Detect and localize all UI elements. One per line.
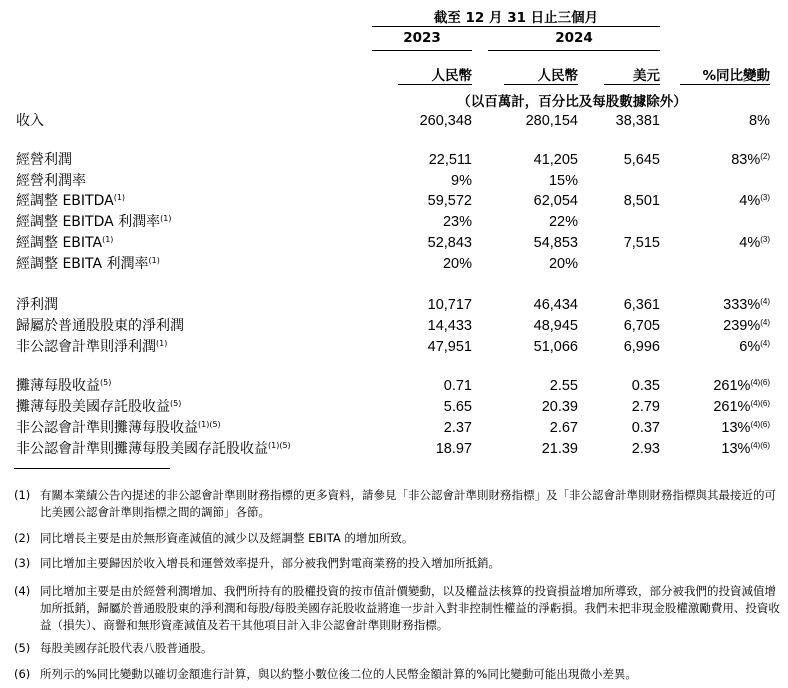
value-2024-rmb: [480, 418, 578, 438]
footnote-number: (4): [14, 584, 31, 598]
row-label-text: 經營利潤率: [16, 173, 86, 189]
value-2023-rmb: [372, 212, 472, 232]
yoy-change-text: 4%: [739, 235, 761, 251]
row-label: [16, 150, 72, 170]
col-rmb-2024-underline: [504, 84, 578, 85]
table-row: [0, 295, 788, 315]
value-2023-rmb-text: 52,843: [427, 235, 472, 251]
value-2024-rmb-text: 48,945: [533, 318, 578, 334]
yoy-change: [668, 191, 770, 211]
row-label-text: 經調整 EBITA: [16, 235, 103, 251]
footnote-ref: (2): [760, 152, 770, 161]
table-row: [0, 212, 788, 232]
row-label-text: 非公認會計準則淨利潤: [16, 339, 156, 355]
value-2023-rmb-text: 18.97: [435, 441, 472, 457]
yoy-change: [668, 397, 770, 417]
value-2024-rmb: [480, 233, 578, 253]
col-rmb-2023-header: 人民幣: [431, 68, 472, 84]
value-2024-usd: [588, 191, 660, 211]
value-2024-rmb: [480, 337, 578, 357]
value-2023-rmb: [372, 316, 472, 336]
row-label: [16, 397, 181, 417]
col-yoy-underline: [680, 84, 770, 85]
value-2024-usd-text: 5,645: [623, 152, 660, 168]
yoy-change: [668, 337, 770, 357]
value-2024-rmb-text: 2.67: [549, 420, 578, 436]
footnote-ref: (4)(6): [750, 378, 770, 387]
value-2023-rmb-text: 59,572: [427, 193, 472, 209]
footnote-ref: (3): [760, 235, 770, 244]
unit-note: （以百萬計，百分比及每股數據除外）: [457, 94, 687, 110]
table-row: [0, 418, 788, 438]
value-2024-rmb: [480, 111, 578, 131]
value-2024-usd: [588, 295, 660, 315]
value-2024-rmb-text: 41,205: [533, 152, 578, 168]
footnote-number: (1): [14, 488, 31, 502]
value-2024-usd-text: 2.93: [631, 441, 660, 457]
footnote-ref: (4)(6): [750, 420, 770, 429]
row-label-text: 經調整 EBITDA: [16, 193, 114, 209]
value-2023-rmb-text: 23%: [442, 214, 472, 230]
value-2023-rmb: [372, 233, 472, 253]
row-label-text: 攤薄每股美國存託股收益: [16, 399, 170, 415]
footnote-text: 所列示的%同比變動以確切金額進行計算，與以約整小數位後二位的人民幣金額計算的%同比變動可能出現微小差異。: [40, 667, 637, 681]
row-label: [16, 295, 58, 315]
footnote-text: 有關本業績公告內提述的非公認會計準則財務指標的更多資料，請參見「非公認會計準則財務指標」及「非公認會計準則財務指標與其最接近的可比美國公認會計準則指標之間的調節」各節。: [40, 488, 776, 519]
table-row: [0, 397, 788, 417]
value-2024-rmb-text: 21.39: [541, 441, 578, 457]
value-2024-usd-text: 38,381: [615, 113, 660, 129]
table-row: [0, 254, 788, 274]
value-2024-rmb: [480, 150, 578, 170]
value-2024-usd: [588, 150, 660, 170]
value-2024-usd: [588, 376, 660, 396]
row-label-text: 經調整 EBITDA 利潤率: [16, 214, 161, 230]
table-row: [0, 171, 788, 191]
value-2024-usd-text: 6,996: [623, 339, 660, 355]
value-2023-rmb-text: 5.65: [443, 399, 472, 415]
col-rmb-2024-header: 人民幣: [537, 68, 578, 84]
value-2024-rmb-text: 20%: [548, 256, 578, 272]
table-row: [0, 316, 788, 336]
value-2023-rmb: [372, 295, 472, 315]
value-2024-rmb: [480, 295, 578, 315]
footnote-ref: (4): [760, 339, 770, 348]
table-row: [0, 376, 788, 396]
yoy-change-text: 8%: [749, 113, 770, 129]
value-2024-rmb-text: 54,853: [533, 235, 578, 251]
value-2023-rmb: [372, 337, 472, 357]
col-rmb-2023-underline: [398, 84, 472, 85]
footnote-text: 同比增加主要歸因於收入增長和運營效率提升，部分被我們對電商業務的投入增加所抵銷。: [40, 556, 500, 570]
value-2024-usd: [588, 397, 660, 417]
table-row: [0, 111, 788, 131]
yoy-change-text: 261%: [713, 399, 751, 415]
row-label-text: 非公認會計準則攤薄每股美國存託股收益: [16, 441, 268, 457]
footnote-ref: (1): [113, 193, 126, 202]
value-2024-usd: [588, 316, 660, 336]
value-2023-rmb: [372, 150, 472, 170]
row-label: [16, 337, 167, 357]
yoy-change: [668, 439, 770, 459]
row-label: [16, 254, 160, 274]
footnote-ref: (1): [102, 235, 114, 244]
value-2024-rmb-text: 22%: [548, 214, 578, 230]
value-2024-rmb: [480, 254, 578, 274]
row-label: [16, 316, 184, 336]
footnote-ref: (3): [760, 193, 770, 202]
value-2023-rmb-text: 9%: [451, 173, 472, 189]
table-row: [0, 439, 788, 459]
value-2023-rmb: [372, 376, 472, 396]
value-2024-usd-text: 7,515: [623, 235, 660, 251]
table-row: [0, 150, 788, 170]
year-2024-underline: [488, 50, 660, 51]
value-2023-rmb: [372, 191, 472, 211]
row-label-text: 經調整 EBITA 利潤率: [16, 256, 149, 272]
table-row: [0, 337, 788, 357]
value-2023-rmb-text: 22,511: [428, 152, 472, 168]
value-2024-rmb: [480, 376, 578, 396]
footnote-text: 同比增加主要是由於經營利潤增加、我們所持有的股權投資的按市值計價變動，以及權益法核算的投資損益增加所導致，部分被我們的投資減值增加所抵銷，歸屬於普通股股東的淨利潤和每股/每股美國存託股收益將進一步計入對非控制性權益的淨虧損。我們未把非現金股權激勵費用、投資收益（損失）、商譽和無形資產減值及若干其他項目計入非公認會計準則財務指標。: [40, 584, 780, 632]
value-2023-rmb-text: 20%: [442, 256, 472, 272]
period-underline: [372, 26, 660, 27]
yoy-change-text: 83%: [731, 152, 761, 168]
value-2023-rmb-text: 260,348: [419, 113, 472, 129]
footnote-text: 每股美國存託股代表八股普通股。: [40, 641, 213, 655]
value-2023-rmb: [372, 254, 472, 274]
value-2024-usd: [588, 233, 660, 253]
col-usd-underline: [604, 84, 660, 85]
table-row: [0, 191, 788, 211]
row-label-text: 攤薄每股收益: [16, 378, 100, 394]
year-2024-header: 2024: [555, 30, 593, 46]
footnote-number: (2): [14, 531, 31, 545]
footnote-text: 同比增長主要是由於無形資產減值的減少以及經調整 EBITA 的增加所致。: [40, 531, 414, 545]
yoy-change-text: 6%: [739, 339, 761, 355]
value-2023-rmb-text: 10,717: [427, 297, 472, 313]
row-label: [16, 439, 291, 459]
value-2024-rmb: [480, 397, 578, 417]
yoy-change: [668, 150, 770, 170]
yoy-change: [668, 418, 770, 438]
value-2024-rmb: [480, 171, 578, 191]
value-2024-rmb-text: 51,066: [533, 339, 578, 355]
footnote-ref: (1)(5): [198, 420, 221, 429]
yoy-change: [668, 295, 770, 315]
value-2024-usd: [588, 418, 660, 438]
row-label: [16, 191, 125, 211]
footnote-ref: (1): [148, 256, 160, 265]
value-2023-rmb-text: 14,433: [427, 318, 472, 334]
value-2024-usd-text: 0.37: [631, 420, 660, 436]
value-2024-rmb: [480, 212, 578, 232]
yoy-change-text: 333%: [723, 297, 761, 313]
value-2024-usd-text: 0.35: [631, 378, 660, 394]
yoy-change-text: 261%: [713, 378, 751, 394]
value-2024-rmb-text: 46,434: [533, 297, 578, 313]
footnote-separator: [14, 468, 170, 469]
yoy-change-text: 13%: [721, 420, 751, 436]
footnote-number: (6): [14, 667, 31, 681]
yoy-change: [668, 111, 770, 131]
yoy-change-text: 239%: [723, 318, 761, 334]
yoy-change-text: 4%: [739, 193, 761, 209]
value-2024-rmb: [480, 439, 578, 459]
value-2024-rmb-text: 280,154: [525, 113, 578, 129]
value-2023-rmb-text: 47,951: [427, 339, 472, 355]
row-label: [16, 418, 221, 438]
row-label: [16, 376, 111, 396]
value-2024-usd: [588, 111, 660, 131]
footnote-ref: (4): [760, 318, 770, 327]
year-2023-header: 2023: [403, 30, 441, 46]
yoy-change: [668, 316, 770, 336]
value-2024-usd: [588, 439, 660, 459]
footnote-ref: (1): [160, 214, 172, 223]
footnote-ref: (4): [760, 297, 770, 306]
value-2023-rmb: [372, 171, 472, 191]
row-label: [16, 233, 113, 253]
row-label-text: 經營利潤: [16, 152, 72, 168]
table-row: [0, 233, 788, 253]
value-2024-rmb-text: 2.55: [549, 378, 578, 394]
period-title: 截至 12 月 31 日止三個月: [433, 10, 599, 26]
col-yoy-header: %同比變動: [702, 68, 770, 84]
value-2024-rmb-text: 15%: [548, 173, 578, 189]
year-2023-underline: [372, 50, 472, 51]
row-label-text: 收入: [16, 113, 44, 129]
value-2023-rmb: [372, 418, 472, 438]
value-2023-rmb-text: 2.37: [443, 420, 472, 436]
footnote-number: (5): [14, 641, 31, 655]
footnote-number: (3): [14, 556, 31, 570]
value-2023-rmb-text: 0.71: [443, 378, 472, 394]
value-2024-rmb: [480, 316, 578, 336]
footnote-ref: (1)(5): [268, 441, 291, 450]
value-2023-rmb: [372, 397, 472, 417]
footnote-ref: (1): [156, 339, 168, 348]
yoy-change-text: 13%: [721, 441, 751, 457]
footnote-ref: (5): [100, 378, 112, 387]
value-2024-usd-text: 8,501: [623, 193, 660, 209]
yoy-change: [668, 376, 770, 396]
value-2024-rmb-text: 20.39: [541, 399, 578, 415]
value-2024-usd-text: 6,705: [623, 318, 660, 334]
row-label-text: 歸屬於普通股股東的淨利潤: [16, 318, 184, 334]
value-2024-usd-text: 2.79: [631, 399, 660, 415]
col-usd-header: 美元: [633, 68, 660, 84]
footnote-ref: (4)(6): [750, 399, 770, 408]
value-2023-rmb: [372, 111, 472, 131]
value-2024-usd: [588, 337, 660, 357]
row-label: [16, 212, 172, 232]
row-label-text: 非公認會計準則攤薄每股收益: [16, 420, 198, 436]
value-2024-usd-text: 6,361: [623, 297, 660, 313]
footnote-ref: (5): [170, 399, 182, 408]
row-label: [16, 171, 86, 191]
yoy-change: [668, 233, 770, 253]
row-label-text: 淨利潤: [16, 297, 58, 313]
value-2024-rmb-text: 62,054: [533, 193, 578, 209]
value-2024-rmb: [480, 191, 578, 211]
value-2023-rmb: [372, 439, 472, 459]
row-label: [16, 111, 44, 131]
footnote-ref: (4)(6): [750, 441, 770, 450]
